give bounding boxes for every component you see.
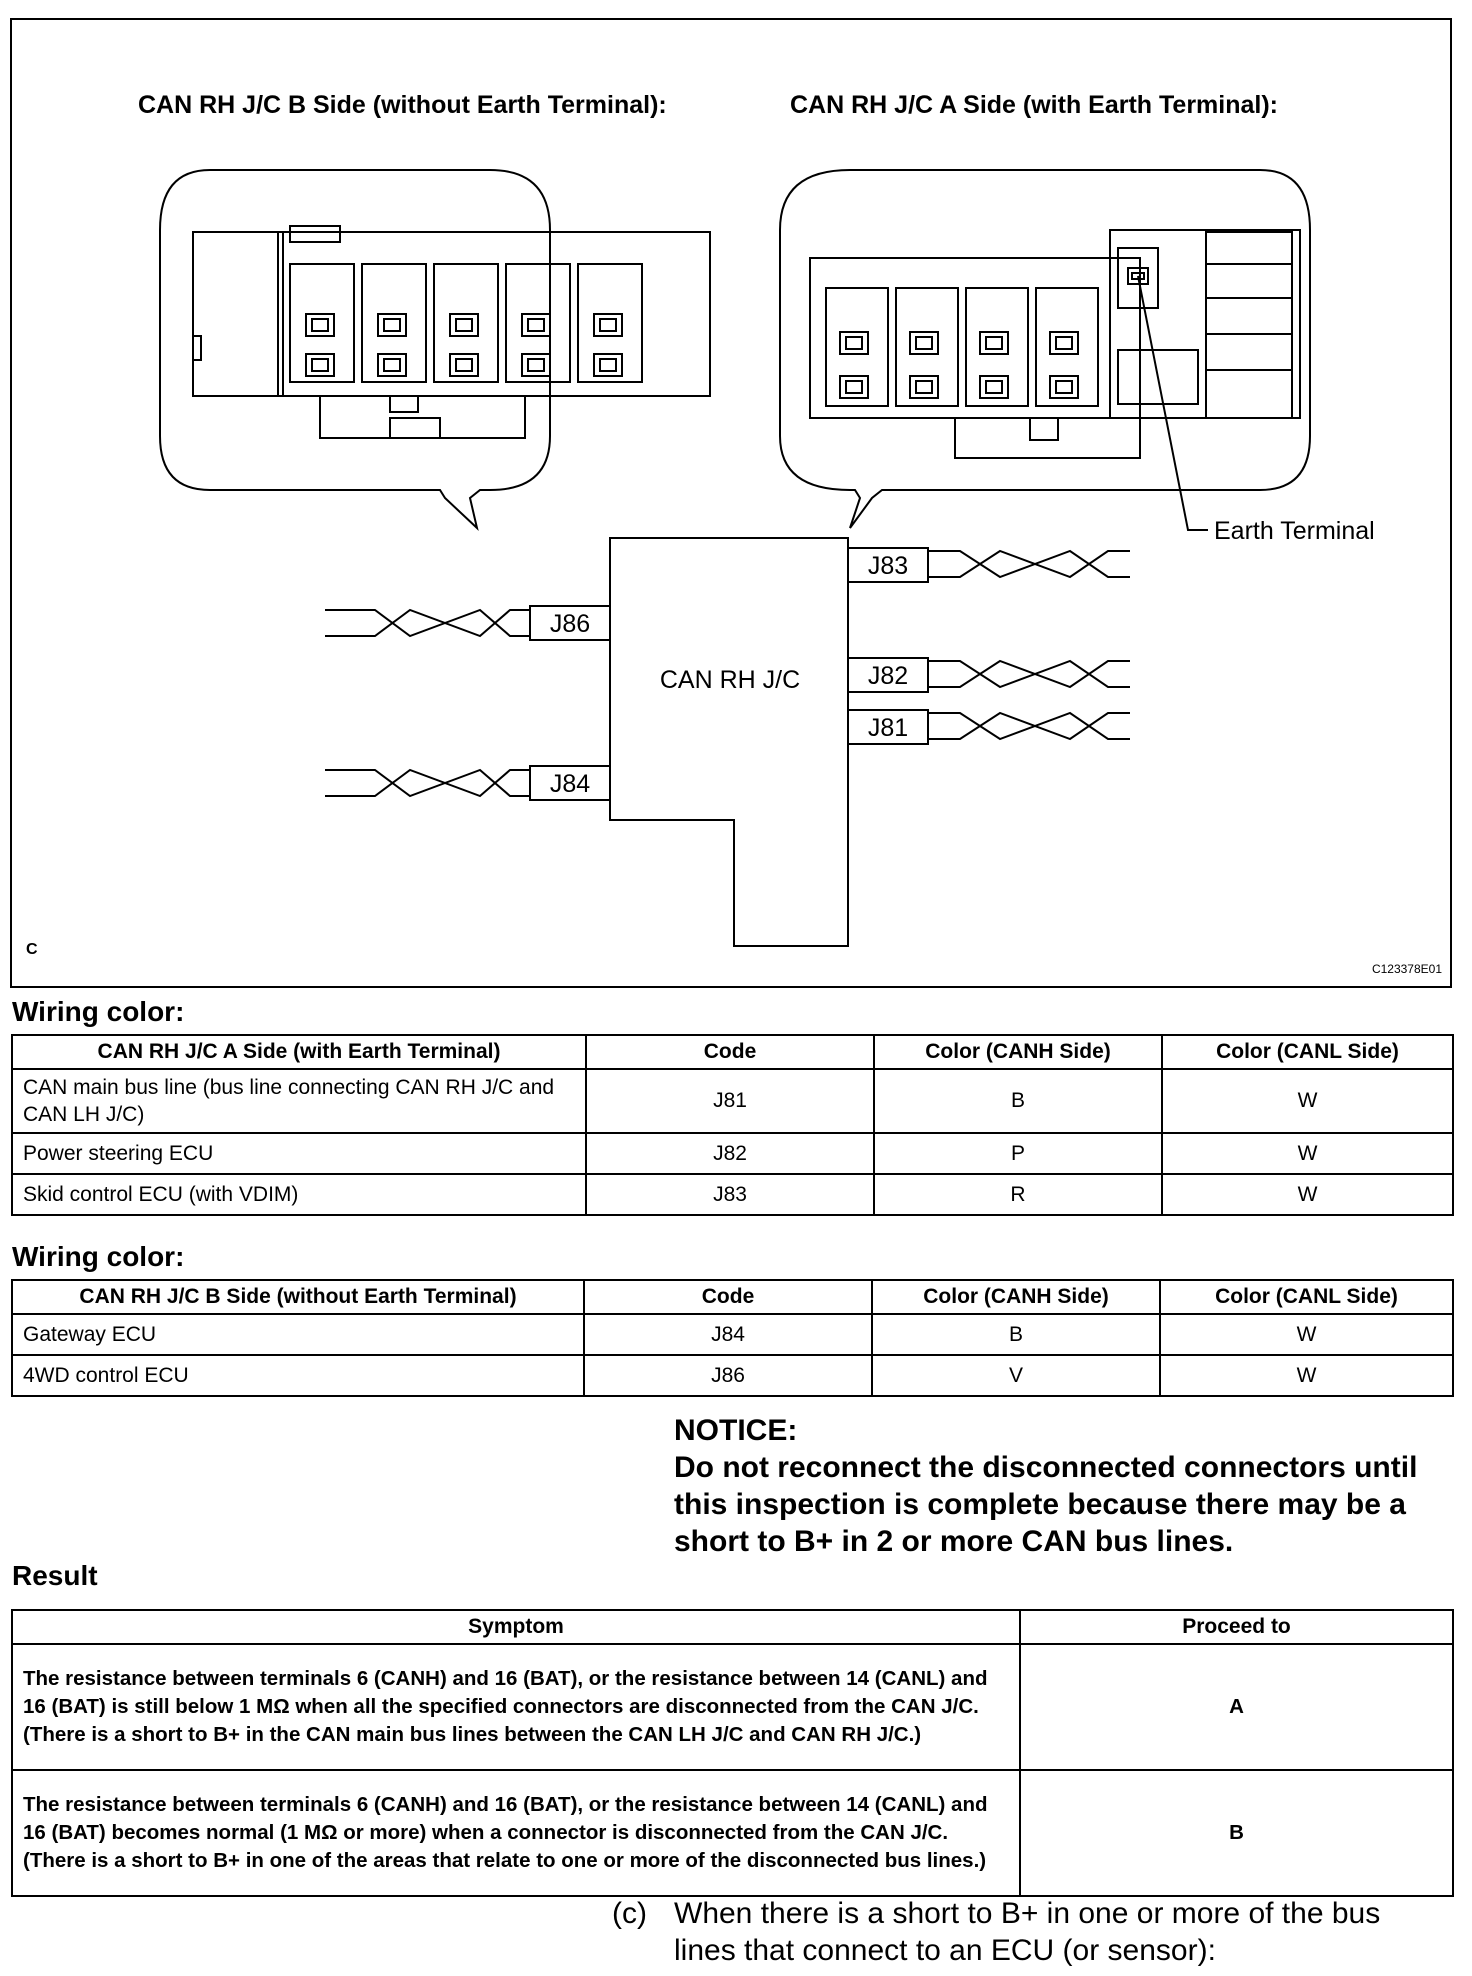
cell-canh: B	[874, 1069, 1162, 1133]
cell-proceed: B	[1020, 1770, 1453, 1896]
table-row	[12, 1314, 1453, 1355]
cell-canl: W	[1162, 1174, 1453, 1215]
notice-title: NOTICE:	[674, 1414, 798, 1447]
cell-code: J84	[584, 1314, 872, 1355]
table-row	[12, 1770, 1453, 1896]
table-header-row	[12, 1035, 1453, 1069]
cell-name: 4WD control ECU	[12, 1355, 584, 1396]
wire-j82	[928, 661, 1130, 687]
a-side-title: CAN RH J/C A Side (with Earth Terminal):	[790, 91, 1279, 119]
junction-block	[610, 538, 848, 946]
earth-terminal-label: Earth Terminal	[1214, 517, 1375, 545]
cell-canl: W	[1162, 1069, 1453, 1133]
column-header: CAN RH J/C A Side (with Earth Terminal)	[12, 1035, 586, 1069]
wiring-table-a	[11, 1034, 1454, 1216]
connector-j86-label: J86	[549, 610, 591, 638]
table-row	[12, 1355, 1453, 1396]
column-header: CAN RH J/C B Side (without Earth Terminal)	[12, 1280, 584, 1314]
table-row	[12, 1133, 1453, 1174]
wiring-color-heading-a: Wiring color:	[12, 996, 185, 1027]
notice-block	[674, 1412, 1454, 1560]
connector-j84-label: J84	[549, 770, 591, 798]
column-header: Code	[586, 1035, 874, 1069]
table-row	[12, 1069, 1453, 1133]
cell-symptom: The resistance between terminals 6 (CANH) and 16 (BAT), or the resistance between 14 (CANL) and 16 (BAT) is still below 1 MΩ when all the specified connectors are disconnected from the CAN J/C. (There is a short to B+ in the CAN main bus lines between the CAN LH J/C and CAN RH J/C.)	[12, 1644, 1020, 1770]
cell-code: J82	[586, 1133, 874, 1174]
b-side-connector-icon	[193, 226, 710, 438]
figure-code: C123378E01	[1371, 962, 1442, 976]
step-text: When there is a short to B+ in one or more of the bus lines that connect to an ECU (or sensor):	[674, 1897, 1381, 1967]
cell-name: Gateway ECU	[12, 1314, 584, 1355]
cell-canh: V	[872, 1355, 1160, 1396]
wire-j84	[325, 770, 530, 796]
connector-diagram	[10, 18, 1452, 988]
cell-code: J81	[586, 1069, 874, 1133]
column-header: Proceed to	[1020, 1610, 1453, 1644]
wiring-color-heading-b: Wiring color:	[12, 1241, 185, 1272]
notice-text: Do not reconnect the disconnected connectors until this inspection is complete because there may be a short to B+ in 2 or more CAN bus lines.	[674, 1451, 1418, 1558]
wiring-table-b	[11, 1279, 1454, 1397]
result-table	[11, 1609, 1454, 1897]
wire-j86	[325, 610, 530, 636]
cell-code: J86	[584, 1355, 872, 1396]
column-header: Code	[584, 1280, 872, 1314]
corner-letter: C	[26, 941, 38, 958]
a-side-connector-icon	[810, 230, 1300, 458]
cell-canl: W	[1160, 1355, 1453, 1396]
step-label: (c)	[612, 1897, 647, 1930]
connector-j81-label: J81	[867, 714, 909, 742]
cell-canl: W	[1162, 1133, 1453, 1174]
column-header: Symptom	[12, 1610, 1020, 1644]
b-side-title: CAN RH J/C B Side (without Earth Terminal):	[138, 91, 667, 119]
connector-j83-label: J83	[867, 552, 909, 580]
junction-label: CAN RH J/C	[659, 666, 801, 694]
table-row	[12, 1174, 1453, 1215]
table-header-row	[12, 1610, 1453, 1644]
wire-j83	[928, 551, 1130, 577]
cell-symptom: The resistance between terminals 6 (CANH) and 16 (BAT), or the resistance between 14 (CANL) and 16 (BAT) becomes normal (1 MΩ or more) when a connector is disconnected from the CAN J/C. (There is a short to B+ in one of the areas that relate to one or more of the disconnected bus lines.)	[12, 1770, 1020, 1896]
column-header: Color (CANL Side)	[1162, 1035, 1453, 1069]
cell-name: CAN main bus line (bus line connecting CAN RH J/C and CAN LH J/C)	[12, 1069, 586, 1133]
cell-canh: B	[872, 1314, 1160, 1355]
table-header-row	[12, 1280, 1453, 1314]
cell-code: J83	[586, 1174, 874, 1215]
column-header: Color (CANH Side)	[874, 1035, 1162, 1069]
cell-name: Skid control ECU (with VDIM)	[12, 1174, 586, 1215]
connector-j82-label: J82	[867, 662, 909, 690]
table-row	[12, 1644, 1453, 1770]
column-header: Color (CANL Side)	[1160, 1280, 1453, 1314]
cell-name: Power steering ECU	[12, 1133, 586, 1174]
column-header: Color (CANH Side)	[872, 1280, 1160, 1314]
cell-proceed: A	[1020, 1644, 1453, 1770]
result-heading: Result	[12, 1560, 98, 1591]
cell-canh: R	[874, 1174, 1162, 1215]
cell-canh: P	[874, 1133, 1162, 1174]
wire-j81	[928, 713, 1130, 739]
cell-canl: W	[1160, 1314, 1453, 1355]
